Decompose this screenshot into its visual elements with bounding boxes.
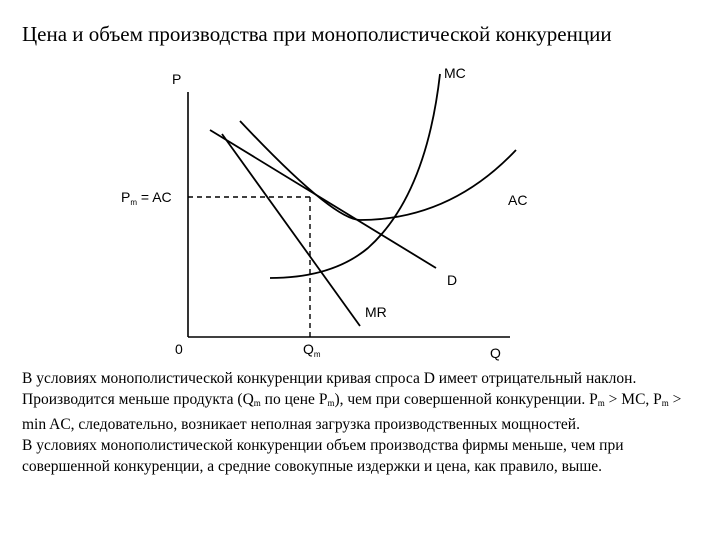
p1-b: по цене P [260,391,328,408]
slide-title: Цена и объем производства при монополистической конкуренции [22,22,612,46]
mr-label: MR [365,304,387,320]
mc-label: MC [444,65,466,81]
p1-c: ), чем при совершенной конкуренции. P [334,391,598,408]
origin-label: 0 [175,341,183,357]
quantity-label [303,341,321,359]
demand-curve [210,130,436,268]
p1-d: > MC, P [604,391,662,408]
explanation-text [22,368,702,477]
price-label-sub: m [130,198,138,207]
mr-curve [222,134,360,326]
ac-curve [240,121,516,220]
d-label: D [447,272,458,288]
price-label [121,189,172,207]
price-label-main: P [121,189,131,205]
quantity-label-main: Q [303,341,314,357]
x-axis-label: Q [490,345,501,361]
y-axis-label: P [172,71,182,87]
p1-a: В условиях монополистической конкуренции кривая спроса D имеет отрицательный наклон. Производится меньше продукта (Q [22,370,637,408]
p1-sub2: m [327,398,335,408]
p1-e: > min AC, следовательно, возникает неполная загрузка производственных мощностей. [22,391,682,433]
paragraph-2: В условиях монополистической конкуренции объем производства фирмы меньше, чем при совершенной конкуренции, а средние совокупные издержки и цена, как правило, выше. [22,437,624,475]
p1-sub1: m [253,398,261,408]
price-label-rest: = AC [137,189,172,205]
p1-sub3: m [597,398,605,408]
paragraph-1 [22,368,702,435]
p1-sub4: m [661,398,669,408]
quantity-label-sub: m [313,350,321,359]
ac-label: AC [508,192,528,208]
